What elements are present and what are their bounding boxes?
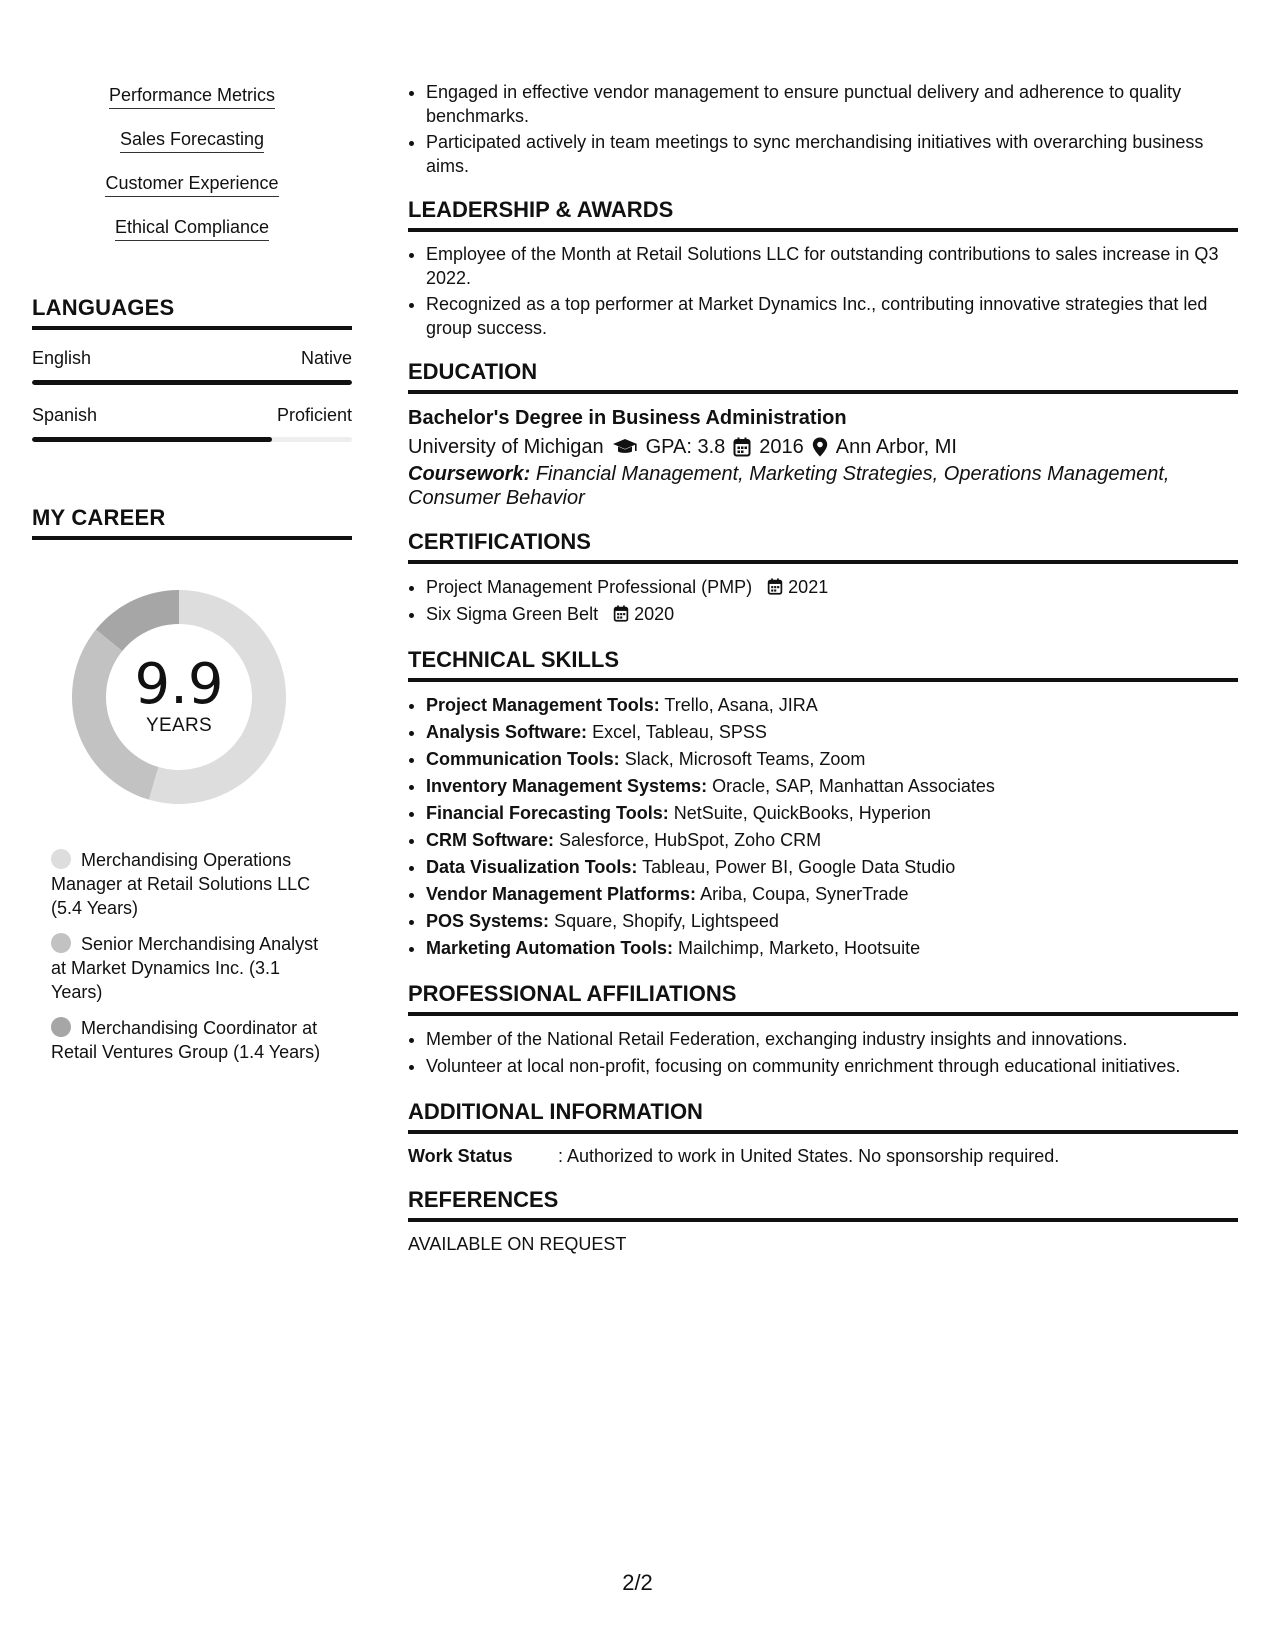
career-item-text: Merchandising Operations Manager at Retail Solutions LLC (5.4 Years) xyxy=(51,850,311,918)
graduation-cap-icon xyxy=(612,438,638,456)
education-gpa: GPA: 3.8 xyxy=(645,436,726,458)
language-bar xyxy=(32,437,352,442)
main-content xyxy=(408,80,1238,1256)
certifications-list xyxy=(408,574,1238,628)
coursework-label: Coursework: xyxy=(408,463,531,485)
sidebar xyxy=(32,84,352,1076)
career-item xyxy=(51,932,331,1004)
technical-skill-item xyxy=(426,827,1238,854)
leadership-heading: LEADERSHIP & AWARDS xyxy=(408,196,1238,232)
leadership-item: • Recognized as a top performer at Market Dynamics Inc., contributing innovative strategies that led group success. xyxy=(426,292,1238,340)
experience-bullet: • Participated actively in team meetings to sync merchandising initiatives with overarching business aims. xyxy=(426,130,1238,178)
references-heading: REFERENCES xyxy=(408,1186,1238,1222)
career-total-years: 9.9 xyxy=(134,652,224,717)
language-bar-fill xyxy=(32,380,352,385)
technical-skills-heading: TECHNICAL SKILLS xyxy=(408,646,1238,682)
skill-tag: Ethical Compliance xyxy=(115,216,269,241)
calendar-icon xyxy=(733,437,751,457)
education-school: University of Michigan xyxy=(408,436,604,458)
technical-skill-item xyxy=(426,800,1238,827)
language-bar xyxy=(32,380,352,385)
technical-skill-value: Salesforce, HubSpot, Zoho CRM xyxy=(559,830,822,850)
technical-skill-value: Slack, Microsoft Teams, Zoom xyxy=(624,749,866,769)
certifications-heading: CERTIFICATIONS xyxy=(408,528,1238,564)
technical-skill-item xyxy=(426,773,1238,800)
education-location: Ann Arbor, MI xyxy=(835,436,957,458)
affiliations-heading: PROFESSIONAL AFFILIATIONS xyxy=(408,980,1238,1016)
affiliation-item: • Member of the National Retail Federation, exchanging industry insights and innovations. xyxy=(426,1026,1238,1053)
experience-bullets xyxy=(408,80,1238,178)
technical-skill-label: Project Management Tools: xyxy=(426,695,660,715)
additional-info-heading: ADDITIONAL INFORMATION xyxy=(408,1098,1238,1134)
technical-skill-item xyxy=(426,746,1238,773)
language-name: Spanish xyxy=(32,405,98,425)
technical-skill-value: Oracle, SAP, Manhattan Associates xyxy=(712,776,995,796)
coursework-list: Financial Management, Marketing Strategies, Operations Management, Consumer Behavior xyxy=(408,463,1170,509)
career-dot xyxy=(51,933,71,953)
language-item xyxy=(32,403,352,442)
skill-tags xyxy=(32,84,352,260)
technical-skills-list xyxy=(408,692,1238,962)
technical-skill-item xyxy=(426,692,1238,719)
language-name: English xyxy=(32,348,92,368)
languages-heading: LANGUAGES xyxy=(32,294,352,330)
education-year: 2016 xyxy=(759,436,804,458)
career-item-text: Merchandising Coordinator at Retail Ventures Group (1.4 Years) xyxy=(51,1018,321,1062)
work-status-row xyxy=(408,1144,1238,1168)
technical-skill-item xyxy=(426,881,1238,908)
leadership-list xyxy=(408,242,1238,340)
work-status-value: : Authorized to work in United States. No sponsorship required. xyxy=(558,1146,1060,1166)
calendar-icon xyxy=(767,578,783,595)
career-heading: MY CAREER xyxy=(32,504,352,540)
references-text: AVAILABLE ON REQUEST xyxy=(408,1234,627,1254)
technical-skill-label: POS Systems: xyxy=(426,911,550,931)
certification-year: 2020 xyxy=(634,604,675,624)
technical-skill-label: Financial Forecasting Tools: xyxy=(426,803,669,823)
technical-skill-label: Vendor Management Platforms: xyxy=(426,884,697,904)
calendar-icon xyxy=(613,605,629,622)
career-years-unit: YEARS xyxy=(146,715,212,736)
career-item xyxy=(51,848,331,920)
language-level: Proficient xyxy=(276,405,352,425)
skill-tag: Performance Metrics xyxy=(109,84,275,109)
career-list xyxy=(51,848,331,1064)
language-item xyxy=(32,346,352,385)
education-degree: Bachelor's Degree in Business Administration xyxy=(408,407,847,429)
education-details xyxy=(408,432,1238,462)
career-dot xyxy=(51,1017,71,1037)
technical-skill-label: Communication Tools: xyxy=(426,749,620,769)
technical-skill-label: Inventory Management Systems: xyxy=(426,776,708,796)
career-donut-center xyxy=(64,582,294,812)
technical-skill-item xyxy=(426,854,1238,881)
experience-bullet: • Engaged in effective vendor management to ensure punctual delivery and adherence to quality benchmarks. xyxy=(426,80,1238,128)
language-level: Native xyxy=(300,348,352,368)
education-heading: EDUCATION xyxy=(408,358,1238,394)
languages-list xyxy=(32,346,352,442)
technical-skill-label: CRM Software: xyxy=(426,830,555,850)
technical-skill-value: NetSuite, QuickBooks, Hyperion xyxy=(673,803,931,823)
location-pin-icon xyxy=(812,437,828,457)
technical-skill-value: Square, Shopify, Lightspeed xyxy=(554,911,779,931)
education-coursework xyxy=(408,462,1238,510)
leadership-item: • Employee of the Month at Retail Solutions LLC for outstanding contributions to sales increase in Q3 2022. xyxy=(426,242,1238,290)
career-donut-chart xyxy=(64,582,294,812)
technical-skill-value: Mailchimp, Marketo, Hootsuite xyxy=(678,938,921,958)
certification-year: 2021 xyxy=(788,577,829,597)
page-number: 2/2 xyxy=(622,1570,653,1595)
technical-skill-item xyxy=(426,935,1238,962)
career-item xyxy=(51,1016,331,1064)
technical-skill-value: Excel, Tableau, SPSS xyxy=(592,722,767,742)
certification-item xyxy=(426,574,1238,601)
technical-skill-value: Ariba, Coupa, SynerTrade xyxy=(700,884,909,904)
career-item-text: Senior Merchandising Analyst at Market Dynamics Inc. (3.1 Years) xyxy=(51,934,319,1002)
certification-item xyxy=(426,601,1238,628)
technical-skill-label: Analysis Software: xyxy=(426,722,588,742)
technical-skill-item xyxy=(426,908,1238,935)
certification-name: Project Management Professional (PMP) xyxy=(426,577,753,597)
technical-skill-item xyxy=(426,719,1238,746)
language-bar-fill xyxy=(32,437,272,442)
technical-skill-value: Tableau, Power BI, Google Data Studio xyxy=(642,857,956,877)
skill-tag: Sales Forecasting xyxy=(120,128,264,153)
education-entry xyxy=(408,404,1238,510)
career-dot xyxy=(51,849,71,869)
certification-name: Six Sigma Green Belt xyxy=(426,604,599,624)
skill-tag: Customer Experience xyxy=(105,172,278,197)
technical-skill-label: Data Visualization Tools: xyxy=(426,857,638,877)
technical-skill-label: Marketing Automation Tools: xyxy=(426,938,673,958)
technical-skill-value: Trello, Asana, JIRA xyxy=(664,695,818,715)
work-status-label: Work Status xyxy=(408,1146,513,1166)
affiliation-item: • Volunteer at local non-profit, focusing on community enrichment through educational initiatives. xyxy=(426,1053,1238,1080)
affiliations-list xyxy=(408,1026,1238,1080)
